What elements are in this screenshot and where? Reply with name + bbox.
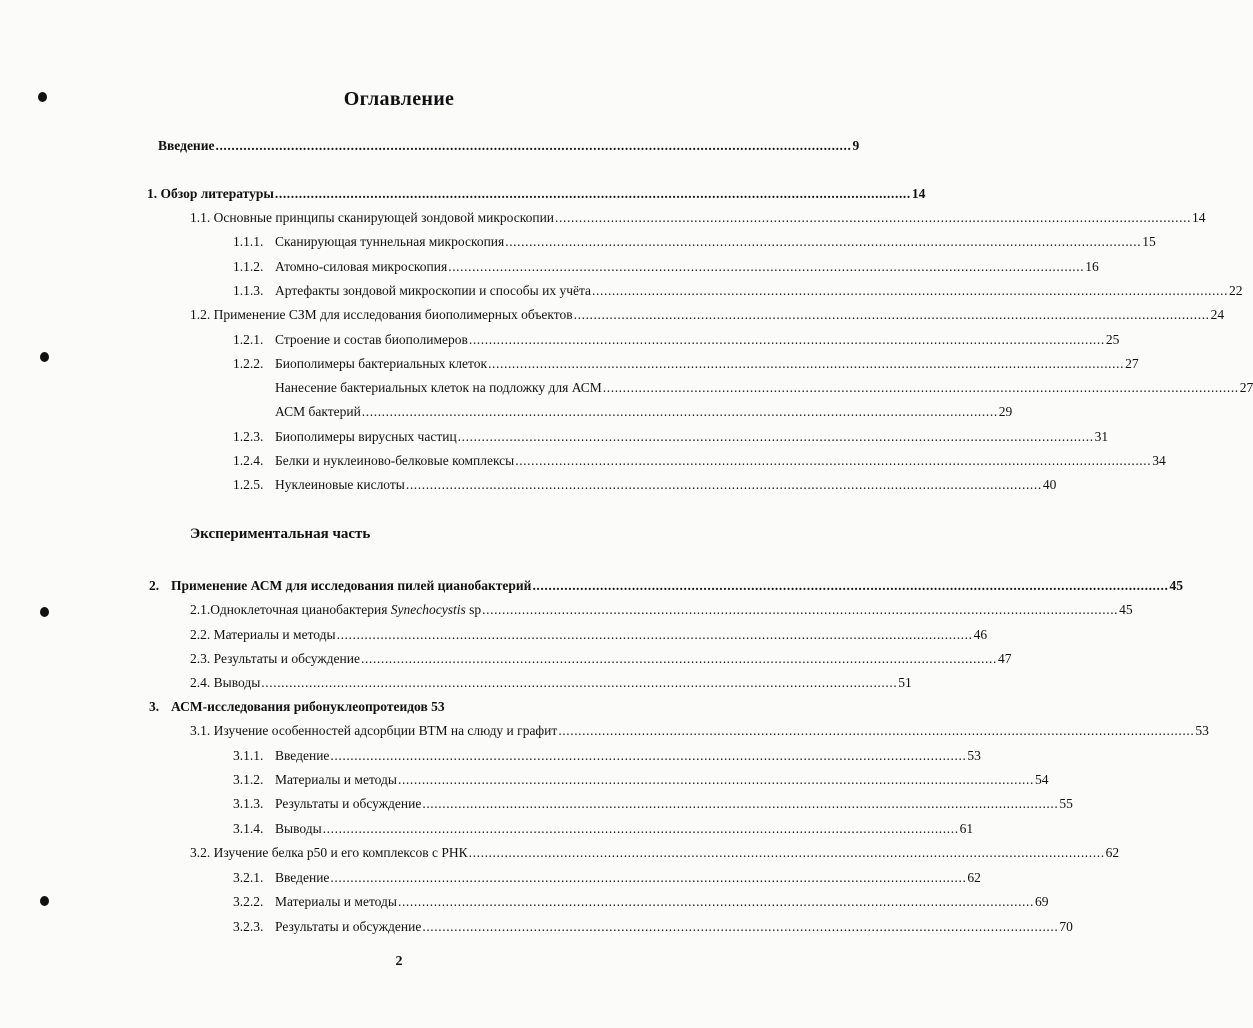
toc-entry-text: Строение и состав биополимеров <box>275 332 468 347</box>
experimental-part-heading: Экспериментальная часть <box>190 526 371 542</box>
page-number: 2 <box>395 954 403 969</box>
toc-entry-number: 3.2.3. <box>233 919 264 934</box>
toc-entry-text: Материалы и методы <box>213 627 336 642</box>
toc-entry-number: 2.2. <box>190 627 211 642</box>
toc-entry-text: Выводы <box>213 675 261 690</box>
toc-entry-number: 1.2.2. <box>233 356 264 371</box>
toc-entry-number: 1.2.5. <box>233 477 264 492</box>
toc-entry-text: Биополимеры вирусных частиц <box>275 429 457 444</box>
toc-entry-1-2-5[interactable] <box>233 476 1057 494</box>
dot-leader: ................................................................................................................................................................ <box>360 651 997 666</box>
toc-entry-chapter-3[interactable] <box>149 698 445 716</box>
toc-entry-1-1-3[interactable] <box>233 282 1243 300</box>
dot-leader: ................................................................................................................................................................ <box>515 453 1152 468</box>
toc-entry-number: 1.2.1. <box>233 332 264 347</box>
toc-entry-2-4[interactable] <box>190 674 912 692</box>
toc-entry-page: 29 <box>998 404 1013 419</box>
toc-entry-page: 22 <box>1229 283 1243 298</box>
toc-entry-text: Биополимеры бактериальных клеток <box>275 356 488 371</box>
toc-entry-2-3[interactable] <box>190 650 1012 668</box>
toc-entry-number: 1.2.3. <box>233 429 264 444</box>
toc-entry-page: 24 <box>1210 307 1225 322</box>
toc-entry-page: 61 <box>959 821 974 836</box>
toc-entry-1-1-2[interactable] <box>233 258 1099 276</box>
toc-entry-page: 9 <box>852 138 860 153</box>
dot-leader: ................................................................................................................................................................ <box>397 772 1034 787</box>
toc-entry-page: 46 <box>973 627 988 642</box>
toc-entry-number: 3. <box>149 699 160 714</box>
toc-entry-text: Применение СЗМ для исследования биополимерных объектов <box>213 307 573 322</box>
toc-entry-text: Введение <box>275 870 330 885</box>
toc-entry-number: 1.1. <box>190 210 211 225</box>
toc-entry-text: Обзор литературы <box>160 186 274 201</box>
toc-entry-page: 47 <box>997 651 1012 666</box>
toc-entry-text-main: Одноклеточная цианобактерия <box>210 602 388 617</box>
toc-entry-3-2-1[interactable] <box>233 869 981 887</box>
toc-entry-page: 40 <box>1042 477 1057 492</box>
toc-entry-text: АСМ-исследования рибонуклеопротеидов 53 <box>171 699 445 714</box>
toc-entry-text: Артефакты зондовой микроскопии и способы их учёта <box>275 283 592 298</box>
dot-leader: ................................................................................................................................................................ <box>468 845 1105 860</box>
toc-entry-number: 1.1.3. <box>233 283 264 298</box>
dot-leader: ................................................................................................................................................................ <box>405 477 1042 492</box>
dot-leader: ................................................................................................................................................................ <box>592 283 1229 298</box>
toc-entry-number: 1.2.4. <box>233 453 264 468</box>
toc-entry-number: 1. <box>147 186 158 201</box>
dot-leader: ................................................................................................................................................................ <box>573 307 1210 322</box>
dot-leader: ................................................................................................................................................................ <box>422 919 1059 934</box>
toc-entry-number: 3.1.4. <box>233 821 264 836</box>
toc-entry-3-1[interactable] <box>190 722 1209 740</box>
toc-entry-number: 3.2.1. <box>233 870 264 885</box>
toc-entry-3-1-4[interactable] <box>233 820 974 838</box>
toc-entry-2-2[interactable] <box>190 626 988 644</box>
toc-entry-1-2-1[interactable] <box>233 331 1120 349</box>
toc-entry-number: 1.1.1. <box>233 234 264 249</box>
toc-entry-page: 69 <box>1034 894 1049 909</box>
toc-entry-page: 45 <box>1119 602 1133 617</box>
toc-entry-page: 25 <box>1105 332 1120 347</box>
toc-entry-text <box>210 601 481 619</box>
toc-entry-page: 51 <box>898 675 912 690</box>
binder-hole <box>40 896 49 906</box>
dot-leader: ................................................................................................................................................................ <box>330 748 967 763</box>
toc-entry-number: 3.2.2. <box>233 894 264 909</box>
toc-entry-2-1[interactable] <box>190 601 1133 619</box>
toc-entry-text: Результаты и обсуждение <box>275 796 422 811</box>
toc-entry-text: Нуклеиновые кислоты <box>275 477 405 492</box>
toc-entry-page: 15 <box>1142 234 1156 249</box>
dot-leader: ................................................................................................................................................................ <box>532 578 1169 593</box>
dot-leader: ................................................................................................................................................................ <box>457 429 1094 444</box>
dot-leader: ................................................................................................................................................................ <box>422 796 1059 811</box>
toc-entry-text: Сканирующая туннельная микроскопия <box>275 234 505 249</box>
toc-entry-number: 3.1.2. <box>233 772 264 787</box>
toc-entry-number: 1.2. <box>190 307 211 322</box>
toc-entry-page: 53 <box>967 748 981 763</box>
toc-entry-page: 70 <box>1059 919 1073 934</box>
toc-entry-page: 53 <box>1195 723 1209 738</box>
toc-entry-3-2-2[interactable] <box>233 893 1049 911</box>
toc-entry-text: Основные принципы сканирующей зондовой микроскопии <box>213 210 555 225</box>
dot-leader: ................................................................................................................................................................ <box>261 675 898 690</box>
toc-entry-text: Материалы и методы <box>275 772 397 787</box>
toc-entry-1-2-4[interactable] <box>233 452 1166 470</box>
toc-entry-page: 54 <box>1034 772 1049 787</box>
toc-entry-page: 62 <box>967 870 981 885</box>
toc-entry-number: 3.2. <box>190 845 211 860</box>
toc-entry-number: 3.1.3. <box>233 796 264 811</box>
toc-entry-number: 2. <box>149 578 160 593</box>
toc-entry-text: Выводы <box>275 821 322 836</box>
toc-entry-3-1-3[interactable] <box>233 795 1073 813</box>
dot-leader: ................................................................................................................................................................ <box>558 723 1195 738</box>
toc-entry-text: Материалы и методы <box>275 894 397 909</box>
dot-leader: ................................................................................................................................................................ <box>482 602 1119 617</box>
toc-entry-1-2[interactable] <box>190 306 1225 324</box>
toc-entry-text: Результаты и обсуждение <box>213 651 360 666</box>
dot-leader: ................................................................................................................................................................ <box>361 404 998 419</box>
dot-leader: ................................................................................................................................................................ <box>555 210 1192 225</box>
dot-leader: ................................................................................................................................................................ <box>215 138 852 153</box>
toc-entry-page: 16 <box>1085 259 1099 274</box>
toc-entry-number: 3.1. <box>190 723 211 738</box>
dot-leader: ................................................................................................................................................................ <box>488 356 1125 371</box>
toc-entry-afm-bacteria[interactable] <box>275 403 1013 421</box>
toc-entry-text: Изучение особенностей адсорбции ВТМ на слюду и графит <box>213 723 558 738</box>
toc-entry-page: 55 <box>1059 796 1073 811</box>
toc-entry-text: АСМ бактерий <box>275 404 361 419</box>
toc-entry-3-1-2[interactable] <box>233 771 1049 789</box>
species-name: Synechocystis <box>390 602 466 617</box>
dot-leader: ................................................................................................................................................................ <box>336 627 973 642</box>
binder-hole <box>40 607 49 617</box>
page-title: Оглавление <box>343 88 455 110</box>
dot-leader: ................................................................................................................................................................ <box>448 259 1085 274</box>
toc-entry-text-suffix: sp <box>465 602 482 617</box>
toc-entry-3-1-1[interactable] <box>233 747 981 765</box>
toc-entry-chapter-1[interactable] <box>147 185 926 203</box>
toc-entry-page: 27 <box>1239 380 1253 395</box>
toc-entry-page: 34 <box>1152 453 1166 468</box>
toc-entry-text: Атомно-силовая микроскопия <box>275 259 448 274</box>
dot-leader: ................................................................................................................................................................ <box>330 870 967 885</box>
dot-leader: ................................................................................................................................................................ <box>322 821 959 836</box>
toc-entry-3-2[interactable] <box>190 844 1120 862</box>
toc-entry-3-2-3[interactable] <box>233 918 1073 936</box>
toc-entry-1-2-3[interactable] <box>233 428 1109 446</box>
toc-entry-number: 1.1.2. <box>233 259 264 274</box>
dot-leader: ................................................................................................................................................................ <box>505 234 1142 249</box>
dot-leader: ................................................................................................................................................................ <box>274 186 911 201</box>
toc-entry-page: 62 <box>1105 845 1120 860</box>
toc-entry-text: Изучение белка р50 и его комплексов с РНК <box>213 845 468 860</box>
toc-entry-1-2-2[interactable] <box>233 355 1139 373</box>
toc-entry-page: 45 <box>1169 578 1183 593</box>
toc-entry-text: Результаты и обсуждение <box>275 919 422 934</box>
toc-entry-bacteria-deposition[interactable] <box>275 379 1253 397</box>
toc-entry-page: 27 <box>1125 356 1139 371</box>
toc-entry-number: 3.1.1. <box>233 748 264 763</box>
toc-entry-page: 14 <box>911 186 926 201</box>
toc-entry-text: Белки и нуклеиново-белковые комплексы <box>275 453 515 468</box>
toc-entry-text: Нанесение бактериальных клеток на подложку для АСМ <box>275 380 602 395</box>
binder-hole <box>40 352 49 362</box>
toc-entry-text: Введение <box>158 138 215 153</box>
toc-entry-1-1[interactable] <box>190 209 1206 227</box>
toc-entry-chapter-2[interactable] <box>149 577 1183 595</box>
toc-entry-1-1-1[interactable] <box>233 233 1156 251</box>
dot-leader: ................................................................................................................................................................ <box>602 380 1239 395</box>
toc-entry-text: Применение АСМ для исследования пилей цианобактерий <box>171 578 532 593</box>
toc-entry-page: 31 <box>1094 429 1109 444</box>
toc-entry-number: 2.4. <box>190 675 211 690</box>
dot-leader: ................................................................................................................................................................ <box>397 894 1034 909</box>
toc-entry-text: Введение <box>275 748 330 763</box>
toc-entry-number: 2.1. <box>190 602 211 617</box>
toc-entry-number: 2.3. <box>190 651 211 666</box>
toc-entry-introduction[interactable] <box>158 137 860 155</box>
toc-entry-page: 14 <box>1192 210 1206 225</box>
dot-leader: ................................................................................................................................................................ <box>468 332 1105 347</box>
